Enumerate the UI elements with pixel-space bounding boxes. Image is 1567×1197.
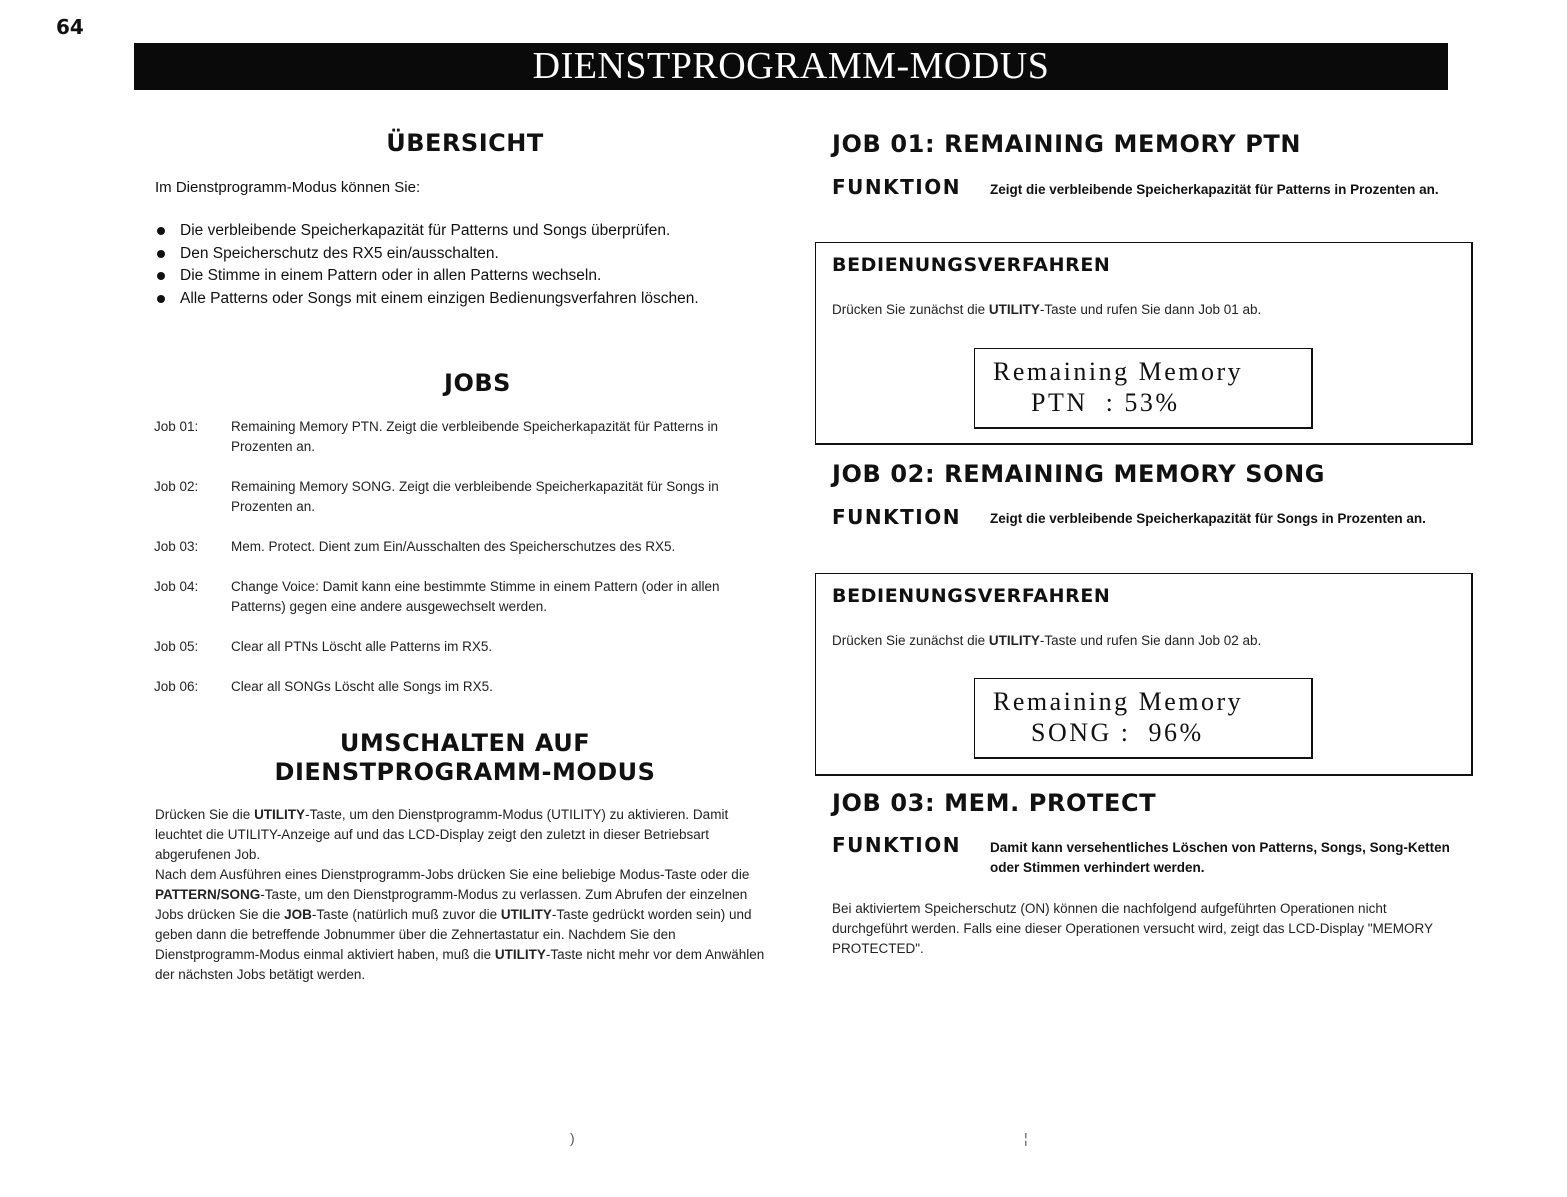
job01-procedure-text — [832, 300, 1261, 320]
job01-procedure-box — [815, 242, 1473, 445]
job02-function-label: FUNKTION — [832, 505, 961, 529]
switch-heading — [155, 729, 775, 787]
job-id: Job 06: — [154, 679, 199, 694]
jobs-heading: JOBS — [444, 369, 511, 397]
job03-function-text: Damit kann versehentliches Löschen von Patterns, Songs, Song-Ketten oder Stimmen verhindert werden. — [990, 840, 1450, 875]
job-description: Remaining Memory PTN. Zeigt die verbleibende Speicherkapazität für Patterns in Prozenten an. — [231, 419, 718, 454]
text-run: Drücken Sie die — [155, 807, 255, 822]
key-name: JOB — [284, 907, 312, 922]
job03-body-text: Bei aktiviertem Speicherschutz (ON) können die nachfolgend aufgeführten Operationen nicht durchgeführt werden. Falls eine dieser Operationen versucht wird, zeigt das LCD-Display "MEMORY PROTECTED". — [832, 901, 1433, 956]
switch-paragraph-2 — [155, 865, 775, 985]
text-run: Nach dem Ausführen eines Dienstprogramm-Jobs drücken Sie eine beliebige Modus-Taste oder die — [155, 867, 750, 882]
overview-bullet: Den Speicherschutz des RX5 ein/ausschalten. — [155, 243, 755, 266]
text-run: -Taste (natürlich muß zuvor die — [311, 907, 501, 922]
job-id: Job 04: — [154, 579, 199, 594]
overview-bullet: Die Stimme in einem Pattern oder in allen Patterns wechseln. — [155, 265, 755, 288]
job-description: Clear all PTNs Löscht alle Patterns im RX5. — [231, 639, 493, 654]
job02-procedure-text — [832, 631, 1261, 651]
page-number: 64 — [56, 15, 84, 39]
job-description: Remaining Memory SONG. Zeigt die verbleibende Speicherkapazität für Songs in Prozenten an. — [231, 479, 719, 514]
overview-intro: Im Dienstprogramm-Modus können Sie: — [155, 179, 421, 196]
scan-mark-right: ¦ — [1024, 1130, 1028, 1146]
text-run: -Taste gedrückt worden sein) und geben dann die betreffende Jobnummer über die Zehnertastatur ein. Nachdem Sie den Dienstprogramm-Modus einmal aktiviert haben, muß die — [155, 907, 752, 962]
overview-heading: ÜBERSICHT — [386, 129, 544, 157]
key-name: UTILITY — [988, 633, 1040, 648]
job-id: Job 05: — [154, 639, 199, 654]
page-title: DIENSTPROGRAMM-MODUS — [134, 43, 1448, 90]
key-name: PATTERN/SONG — [155, 887, 261, 902]
overview-bullet-list — [155, 220, 755, 310]
job-description: Change Voice: Damit kann eine bestimmte Stimme in einem Pattern (oder in allen Patterns) gegen eine andere ausgewechselt werden. — [231, 579, 720, 614]
job01-function-text: Zeigt die verbleibende Speicherkapazität für Patterns in Prozenten an. — [990, 182, 1439, 197]
text-run: Drücken Sie zunächst die — [832, 302, 989, 317]
overview-bullet: Die verbleibende Speicherkapazität für Patterns und Songs überprüfen. — [155, 220, 755, 243]
lcd-line-1: Remaining Memory — [993, 687, 1244, 716]
switch-heading-line1: UMSCHALTEN AUF — [339, 729, 591, 757]
switch-heading-line2: DIENSTPROGRAMM-MODUS — [274, 758, 656, 786]
job01-heading: JOB 01: REMAINING MEMORY PTN — [832, 130, 1302, 158]
job01-procedure-title: BEDIENUNGSVERFAHREN — [832, 254, 1111, 276]
lcd-line-1: Remaining Memory — [993, 357, 1244, 386]
key-name: UTILITY — [988, 302, 1040, 317]
key-name: UTILITY — [500, 907, 552, 922]
job-id: Job 02: — [154, 479, 199, 494]
text-run: -Taste und rufen Sie dann Job 02 ab. — [1039, 633, 1262, 648]
job02-procedure-box — [815, 573, 1473, 776]
key-name: UTILITY — [254, 807, 306, 822]
job01-function-label: FUNKTION — [832, 175, 961, 199]
job03-function-label: FUNKTION — [832, 833, 961, 857]
job02-function-text: Zeigt die verbleibende Speicherkapazität für Songs in Prozenten an. — [990, 511, 1426, 526]
scan-mark-left: ) — [570, 1130, 575, 1146]
key-name: UTILITY — [494, 947, 546, 962]
text-run: -Taste, um den Dienstprogramm-Modus zu verlassen. Zum Abrufen der einzelnen Jobs drücken Sie die — [155, 887, 748, 922]
lcd-line-2: SONG : 96% — [1031, 718, 1204, 747]
job-description: Mem. Protect. Dient zum Ein/Ausschalten des Speicherschutzes des RX5. — [231, 539, 676, 554]
job-id: Job 03: — [154, 539, 199, 554]
job01-lcd-display — [974, 348, 1313, 429]
text-run: Drücken Sie zunächst die — [832, 633, 989, 648]
job-description: Clear all SONGs Löscht alle Songs im RX5. — [231, 679, 493, 694]
job03-heading: JOB 03: MEM. PROTECT — [832, 789, 1157, 817]
job02-heading: JOB 02: REMAINING MEMORY SONG — [832, 460, 1326, 488]
job-id: Job 01: — [154, 419, 199, 434]
job02-lcd-display — [974, 678, 1313, 759]
text-run: -Taste, um den Dienstprogramm-Modus (UTILITY) zu aktivieren. Damit leuchtet die UTILITY-Anzeige auf und das LCD-Display zeigt den zuletzt in dieser Betriebsart abgerufenen Job. — [155, 807, 729, 862]
job02-procedure-title: BEDIENUNGSVERFAHREN — [832, 585, 1111, 607]
overview-bullet: Alle Patterns oder Songs mit einem einzigen Bedienungsverfahren löschen. — [155, 288, 720, 311]
switch-paragraph-1 — [155, 805, 775, 865]
lcd-line-2: PTN : 53% — [1031, 388, 1180, 417]
text-run: -Taste nicht mehr vor dem Anwählen der nächsten Jobs betätigt werden. — [155, 947, 765, 982]
text-run: -Taste und rufen Sie dann Job 01 ab. — [1039, 302, 1262, 317]
